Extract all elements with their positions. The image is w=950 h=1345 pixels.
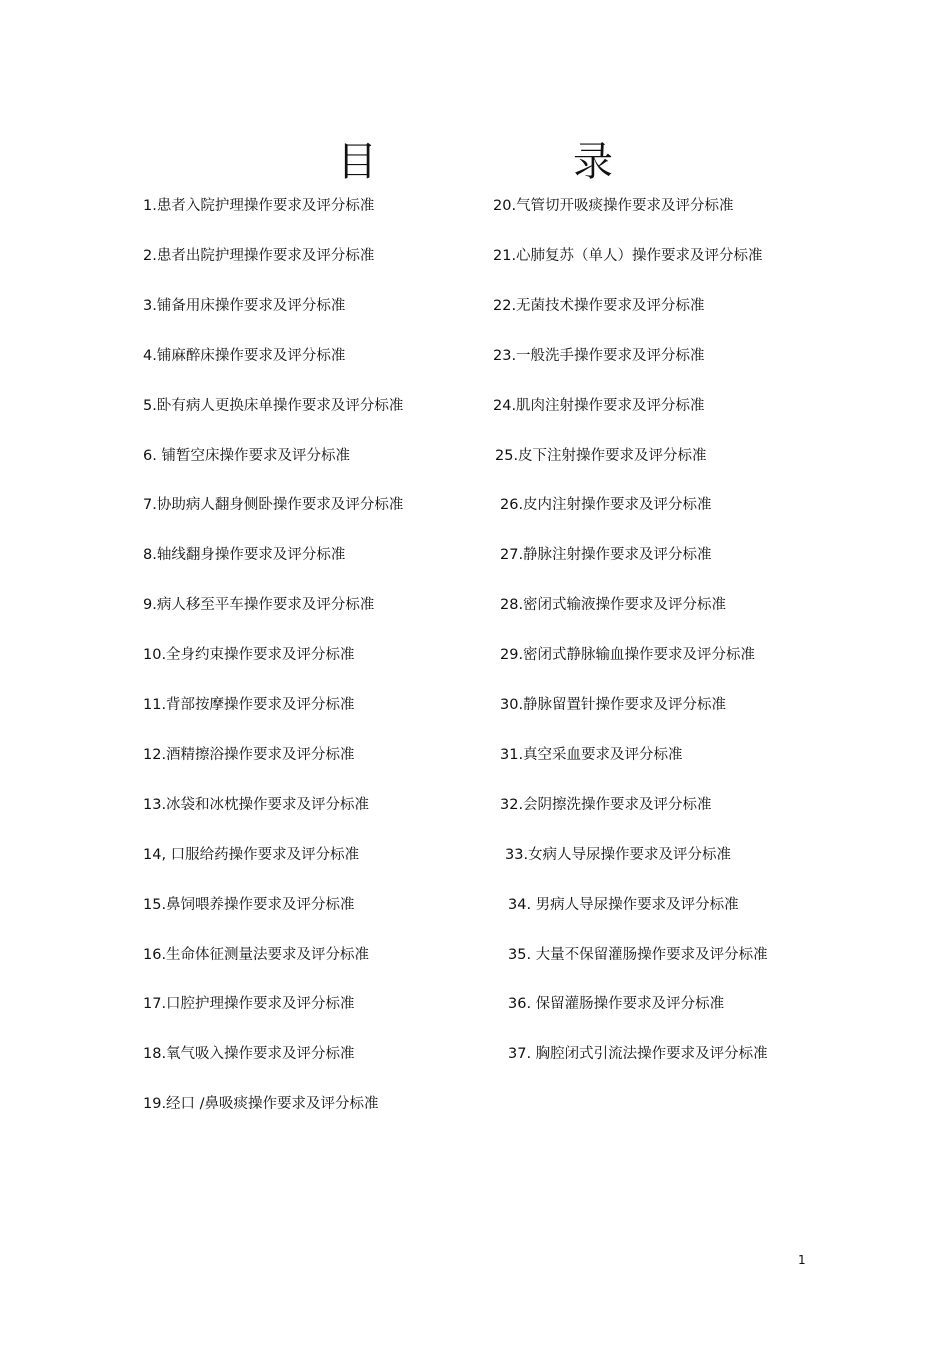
- toc-entry: 15.鼻饲喂养操作要求及评分标准: [143, 896, 355, 913]
- toc-entry: 7.协助病人翻身侧卧操作要求及评分标准: [143, 497, 404, 514]
- toc-entry: 14, 口服给药操作要求及评分标准: [143, 846, 360, 863]
- toc-entry: 4.铺麻醉床操作要求及评分标准: [143, 347, 346, 364]
- toc-entry: 1.患者入院护理操作要求及评分标准: [143, 198, 375, 214]
- toc-entry: 37. 胸腔闭式引流法操作要求及评分标准: [508, 1046, 768, 1063]
- toc-entry: 13.冰袋和冰枕操作要求及评分标准: [143, 796, 370, 813]
- toc-entry: 10.全身约束操作要求及评分标准: [143, 647, 355, 664]
- toc-entry: 3.铺备用床操作要求及评分标准: [143, 297, 346, 314]
- toc-entry: 36. 保留灌肠操作要求及评分标准: [508, 996, 725, 1013]
- toc-entry: 32.会阴擦洗操作要求及评分标准: [500, 796, 712, 813]
- toc-entry: 25.皮下注射操作要求及评分标准: [495, 447, 707, 464]
- toc-entry: 33.女病人导尿操作要求及评分标准: [505, 846, 732, 863]
- toc-entry: 16.生命体征测量法要求及评分标准: [143, 946, 370, 963]
- toc-entry: 24.肌肉注射操作要求及评分标准: [493, 397, 705, 414]
- page-title: 目 录: [337, 139, 691, 185]
- toc-entry: 19.经口 /鼻吸痰操作要求及评分标准: [143, 1096, 379, 1113]
- toc-entry: 18.氧气吸入操作要求及评分标准: [143, 1046, 355, 1063]
- toc-entry: 8.轴线翻身操作要求及评分标准: [143, 547, 346, 564]
- toc-entry: 26.皮内注射操作要求及评分标准: [500, 497, 712, 514]
- toc-entry: 27.静脉注射操作要求及评分标准: [500, 547, 712, 564]
- toc-entry: 11.背部按摩操作要求及评分标准: [143, 697, 355, 713]
- page-number: 1: [798, 1253, 806, 1267]
- toc-entry: 34. 男病人导尿操作要求及评分标准: [508, 896, 739, 913]
- toc-entry: 29.密闭式静脉输血操作要求及评分标准: [500, 647, 756, 664]
- toc-entry: 2.患者出院护理操作要求及评分标准: [143, 247, 375, 264]
- toc-entry: 31.真空采血要求及评分标准: [500, 746, 683, 763]
- toc-entry: 21.心肺复苏（单人）操作要求及评分标准: [493, 247, 763, 264]
- toc-entry: 17.口腔护理操作要求及评分标准: [143, 996, 355, 1013]
- toc-entry: 35. 大量不保留灌肠操作要求及评分标准: [508, 946, 768, 963]
- toc-entry: 5.卧有病人更换床单操作要求及评分标准: [143, 397, 404, 414]
- toc-entry: 20.气管切开吸痰操作要求及评分标准: [493, 198, 734, 214]
- toc-entry: 30.静脉留置针操作要求及评分标准: [500, 697, 727, 713]
- toc-entry: 23.一般洗手操作要求及评分标准: [493, 347, 705, 364]
- toc-entry: 28.密闭式输液操作要求及评分标准: [500, 597, 727, 614]
- toc-entry: 6. 铺暂空床操作要求及评分标准: [143, 447, 350, 464]
- toc-entry: 12.酒精擦浴操作要求及评分标准: [143, 746, 355, 763]
- toc-entry: 9.病人移至平车操作要求及评分标准: [143, 597, 375, 614]
- toc-entry: 22.无菌技术操作要求及评分标准: [493, 297, 705, 314]
